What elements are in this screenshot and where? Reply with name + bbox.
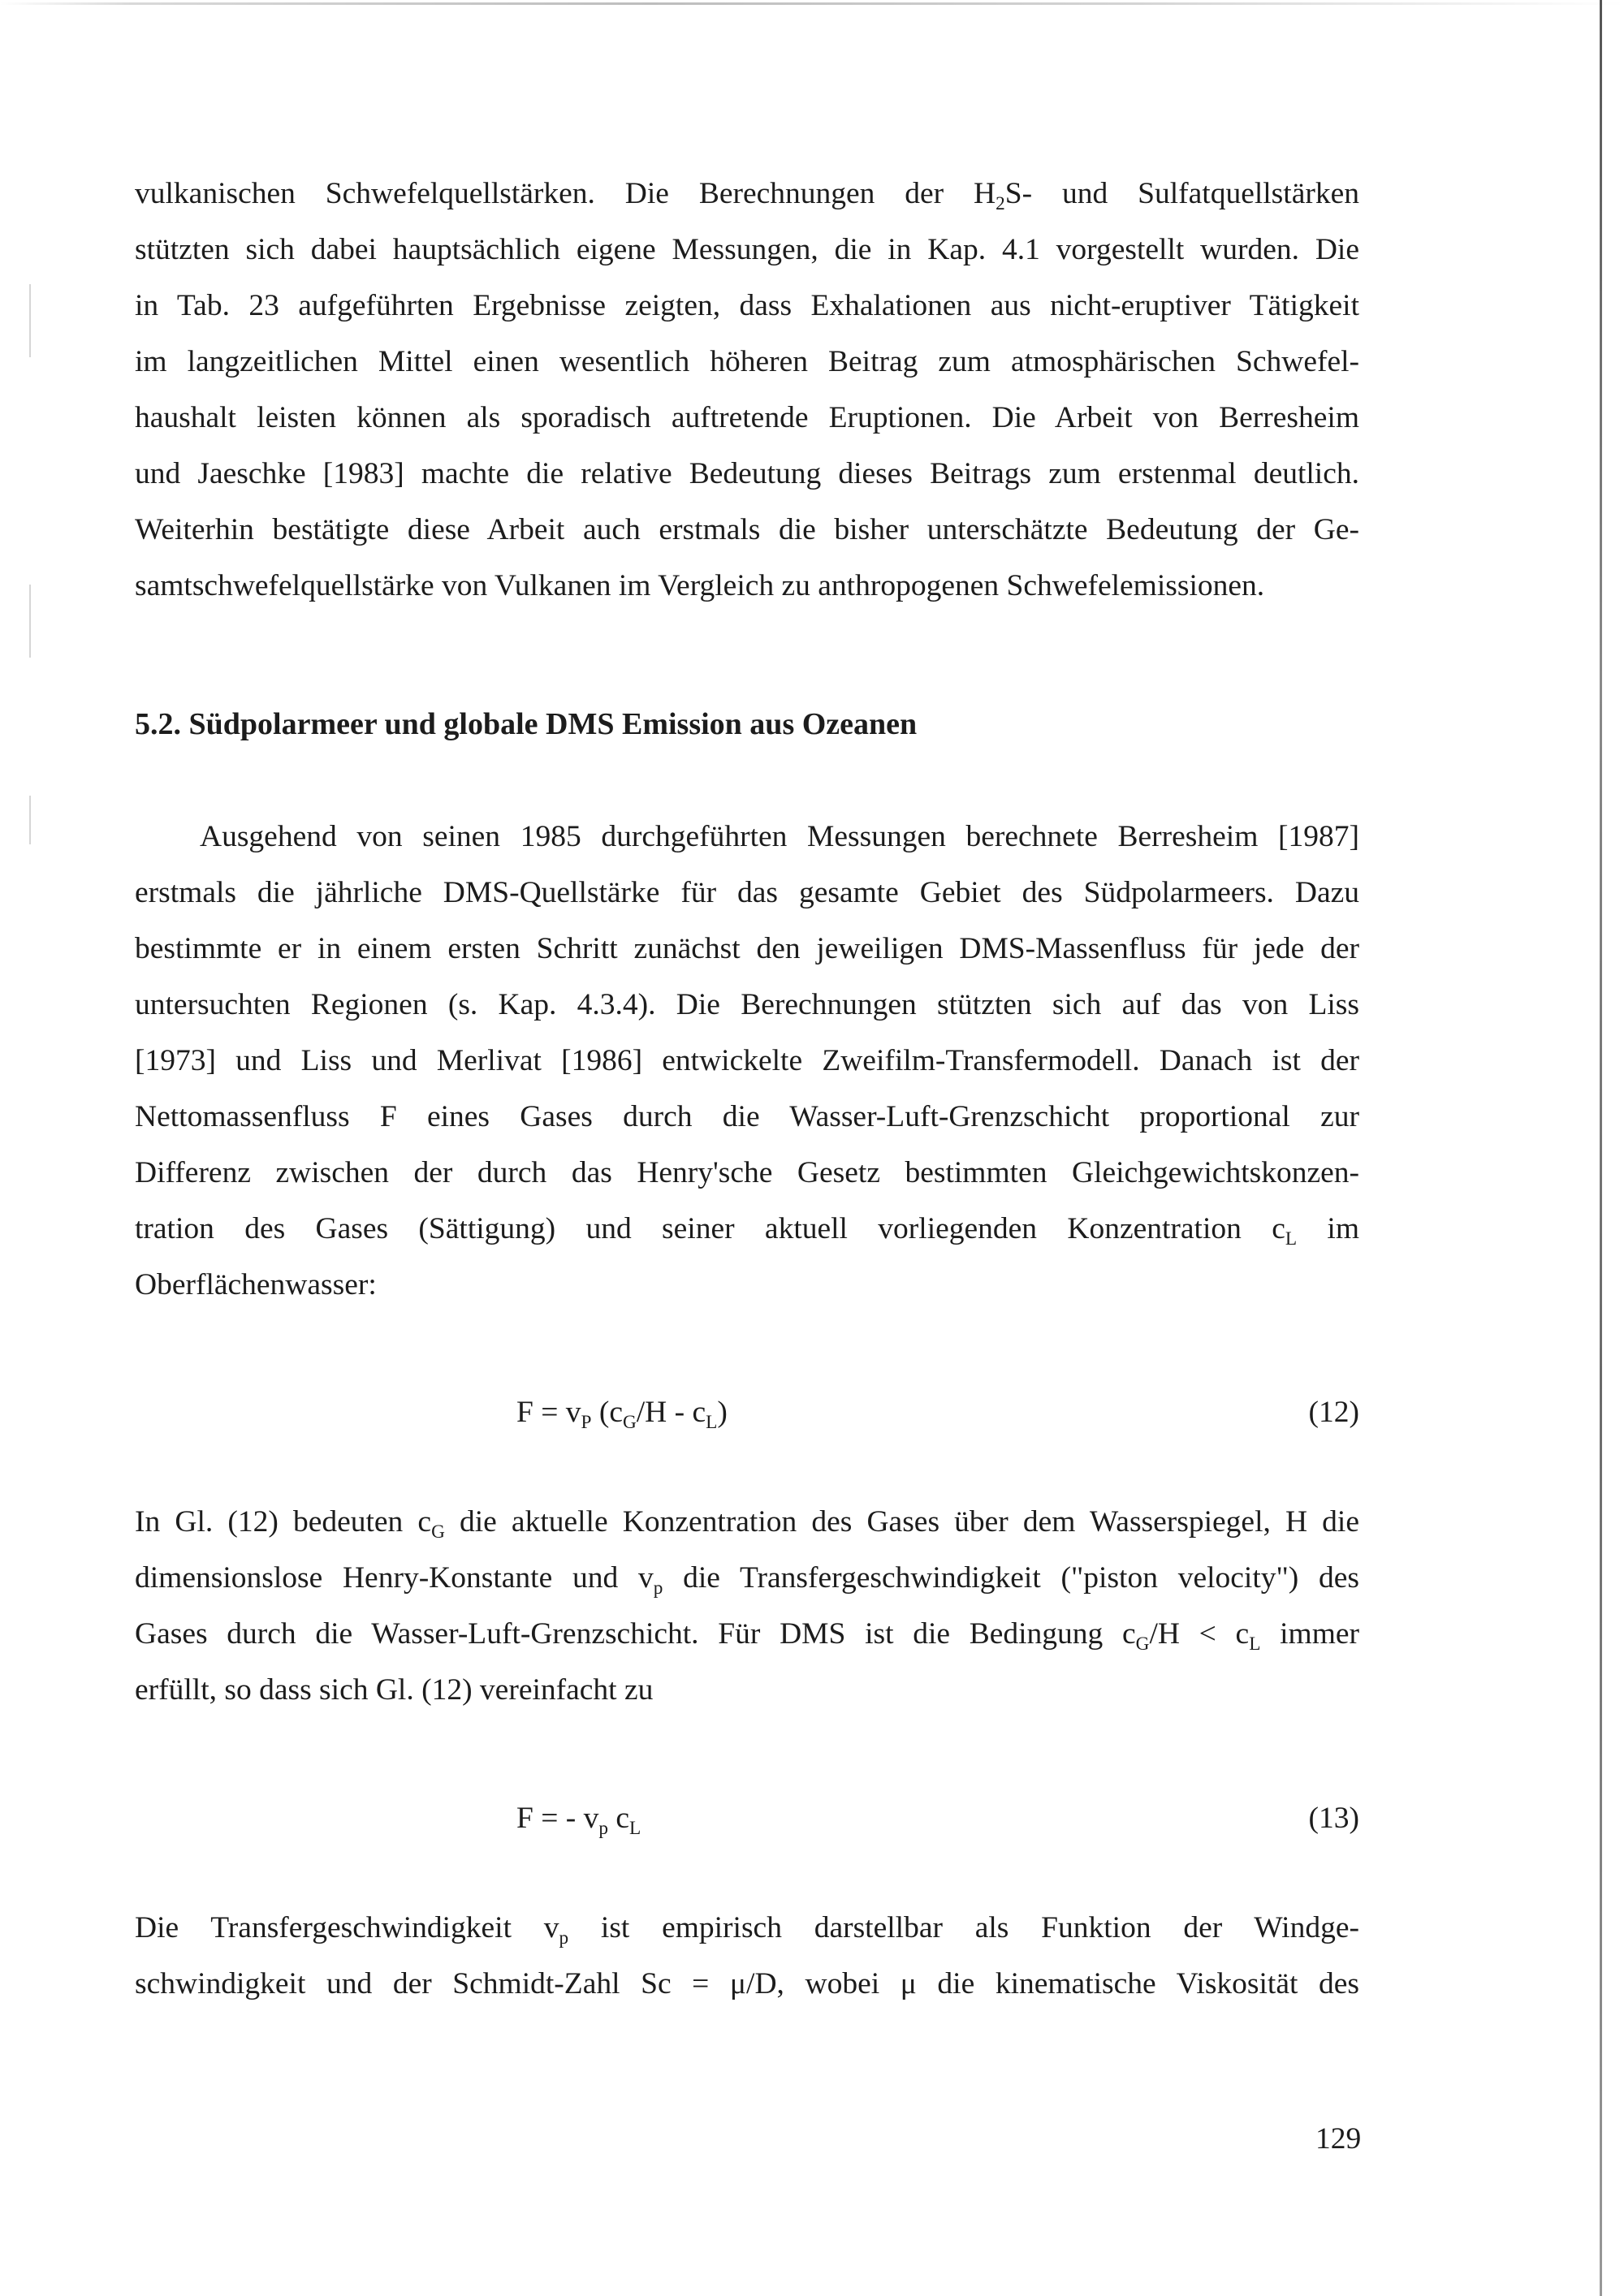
- text-line: haushalt leisten können als sporadisch auftretende Eruptionen. Die Arbeit von Berresheim: [135, 401, 1359, 434]
- equation-12: [135, 1384, 1359, 1440]
- text-line: schwindigkeit und der Schmidt-Zahl Sc = μ/D, wobei μ die kinematische Viskosität des: [135, 1967, 1359, 2000]
- scan-mark-left: [29, 284, 31, 357]
- section-heading: 5.2. Südpolarmeer und globale DMS Emission aus Ozeanen: [135, 707, 918, 741]
- page-number: 129: [1315, 2122, 1362, 2156]
- scan-mark-left: [29, 796, 31, 844]
- text-line: tration des Gases (Sättigung) und seiner aktuell vorliegenden Konzentration $c_L$ im: [135, 1212, 1359, 1250]
- equation-formula: $F = v_P$ $(c_G/H - c_L)$: [516, 1396, 728, 1434]
- text-line: in Tab. 23 aufgeführten Ergebnisse zeigten, dass Exhalationen aus nicht-eruptiver Tätigkeit: [135, 289, 1359, 322]
- text-line: [1973] und Liss und Merlivat [1986] entwickelte Zweifilm-Transfermodell. Danach ist der: [135, 1044, 1359, 1077]
- paragraph-transfer-velocity: [135, 1900, 1359, 2012]
- text-line: In Gl. (12) bedeuten $c_G$ die aktuelle Konzentration des Gases über dem Wasserspiegel, H die: [135, 1505, 1359, 1543]
- text-line: vulkanischen Schwefelquellstärken. Die Berechnungen der $H_2S-$ und Sulfatquellstärken: [135, 177, 1359, 215]
- text-line: Differenz zwischen der durch das Henry'sche Gesetz bestimmten Gleichgewichtskonzen-: [135, 1156, 1359, 1189]
- equation-number: (13): [1308, 1802, 1359, 1835]
- paragraph-equation-terms: [135, 1494, 1359, 1718]
- text-line: Die Transfergeschwindigkeit $v_p$ ist empirisch darstellbar als Funktion der Windge-: [135, 1911, 1359, 1949]
- text-line: erstmals die jährliche DMS-Quellstärke für das gesamte Gebiet des Südpolarmeers. Dazu: [135, 876, 1359, 909]
- scan-edge-right: [1600, 0, 1602, 2296]
- scan-edge-top: [0, 2, 1624, 5]
- text-line: dimensionslose Henry-Konstante und $v_p$ die Transfergeschwindigkeit ("piston velocity") des: [135, 1561, 1360, 1599]
- equation-13: [135, 1790, 1359, 1846]
- text-line: Ausgehend von seinen 1985 durchgeführten Messungen berechnete Berresheim [1987]: [200, 820, 1359, 853]
- equation-number: (12): [1308, 1396, 1359, 1429]
- scan-mark-left: [29, 585, 31, 658]
- text-line: Nettomassenfluss F eines Gases durch die Wasser-Luft-Grenzschicht proportional zur: [135, 1100, 1359, 1133]
- text-line: im langzeitlichen Mittel einen wesentlich höheren Beitrag zum atmosphärischen Schwefel-: [135, 345, 1359, 378]
- text-line: Weiterhin bestätigte diese Arbeit auch erstmals die bisher unterschätzte Bedeutung der Ge-: [135, 513, 1359, 546]
- text-line: Gases durch die Wasser-Luft-Grenzschicht. Für DMS ist die Bedingung $c_G/H < c_L$ immer: [135, 1617, 1359, 1655]
- paragraph-volcanic-sources: [135, 166, 1359, 614]
- text-line: und Jaeschke [1983] machte die relative Bedeutung dieses Beitrags zum erstenmal deutlich.: [135, 457, 1359, 490]
- text-line: samtschwefelquellstärke von Vulkanen im Vergleich zu anthropogenen Schwefelemissionen.: [135, 569, 1265, 602]
- text-line: erfüllt, so dass sich Gl. (12) vereinfacht zu: [135, 1673, 654, 1707]
- equation-formula: F = - $v_p$ $c_L$: [516, 1802, 641, 1840]
- paragraph-dms-source-strength: [135, 809, 1359, 1313]
- text-line: stützten sich dabei hauptsächlich eigene Messungen, die in Kap. 4.1 vorgestellt wurden. Die: [135, 233, 1359, 266]
- text-line: untersuchten Regionen (s. Kap. 4.3.4). Die Berechnungen stützten sich auf das von Liss: [135, 988, 1359, 1021]
- text-line: bestimmte er in einem ersten Schritt zunächst den jeweiligen DMS-Massenfluss für jede der: [135, 932, 1359, 965]
- text-line: Oberflächenwasser:: [135, 1268, 377, 1301]
